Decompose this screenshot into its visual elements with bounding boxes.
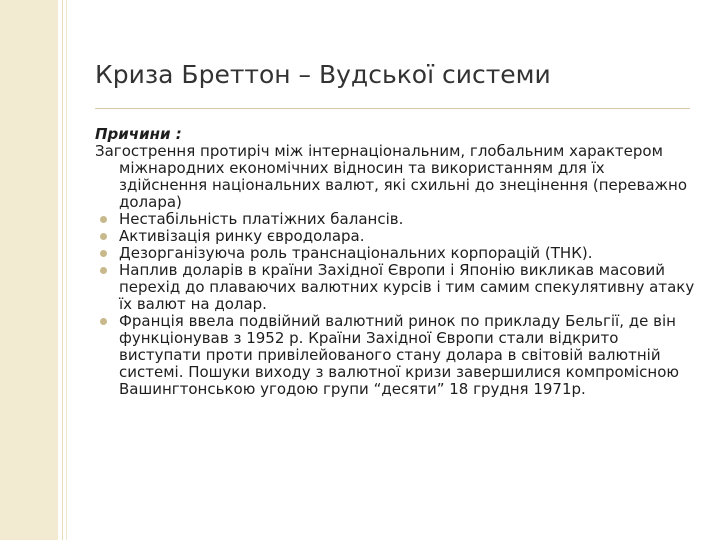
intro-paragraph: Загострення протиріч між інтернаціональним, глобальним характером міжнародних економічних відносин та використанням для їх здійснення національних валют, які схильні до знецінення (переважно долара) <box>95 142 688 211</box>
list-item-text: Наплив доларів в країни Західної Європи і Японію викликав масовий перехід до плаваючих валютних курсів і тим самим спекулятивну атаку їх валют на долар. <box>119 261 695 313</box>
causes-list <box>95 211 695 398</box>
left-decorative-band <box>0 0 58 540</box>
left-band-divider <box>62 0 63 540</box>
list-item <box>95 245 695 262</box>
list-item <box>95 313 695 398</box>
list-item <box>95 211 695 228</box>
list-item-text: Нестабільність платіжних балансів. <box>119 210 404 228</box>
causes-heading: Причини : <box>95 125 182 143</box>
slide-body <box>95 126 695 398</box>
list-item-text: Активізація ринку євродолара. <box>119 227 365 245</box>
bullet-icon <box>100 267 107 274</box>
bullet-icon <box>100 318 107 325</box>
list-item <box>95 262 695 313</box>
title-underline <box>95 108 690 109</box>
list-item <box>95 228 695 245</box>
bullet-icon <box>100 250 107 257</box>
bullet-icon <box>100 216 107 223</box>
list-item-text: Франція ввела подвійний валютний ринок по прикладу Бельгії, де він функціонував з 1952 р. Країни Західної Європи стали відкрито виступати проти привілейованого стану долара в світовій валютній системі. Пошуки виходу з валютної кризи завершилися компромісною Вашингтонською угодою групи “десяти” 18 грудня 1971р. <box>119 312 680 398</box>
left-band-divider-secondary <box>66 0 67 540</box>
slide-title: Криза Бреттон – Вудської системи <box>95 60 551 89</box>
list-item-text: Дезорганізуюча роль транснаціональних корпорацій (ТНК). <box>119 244 593 262</box>
bullet-icon <box>100 233 107 240</box>
